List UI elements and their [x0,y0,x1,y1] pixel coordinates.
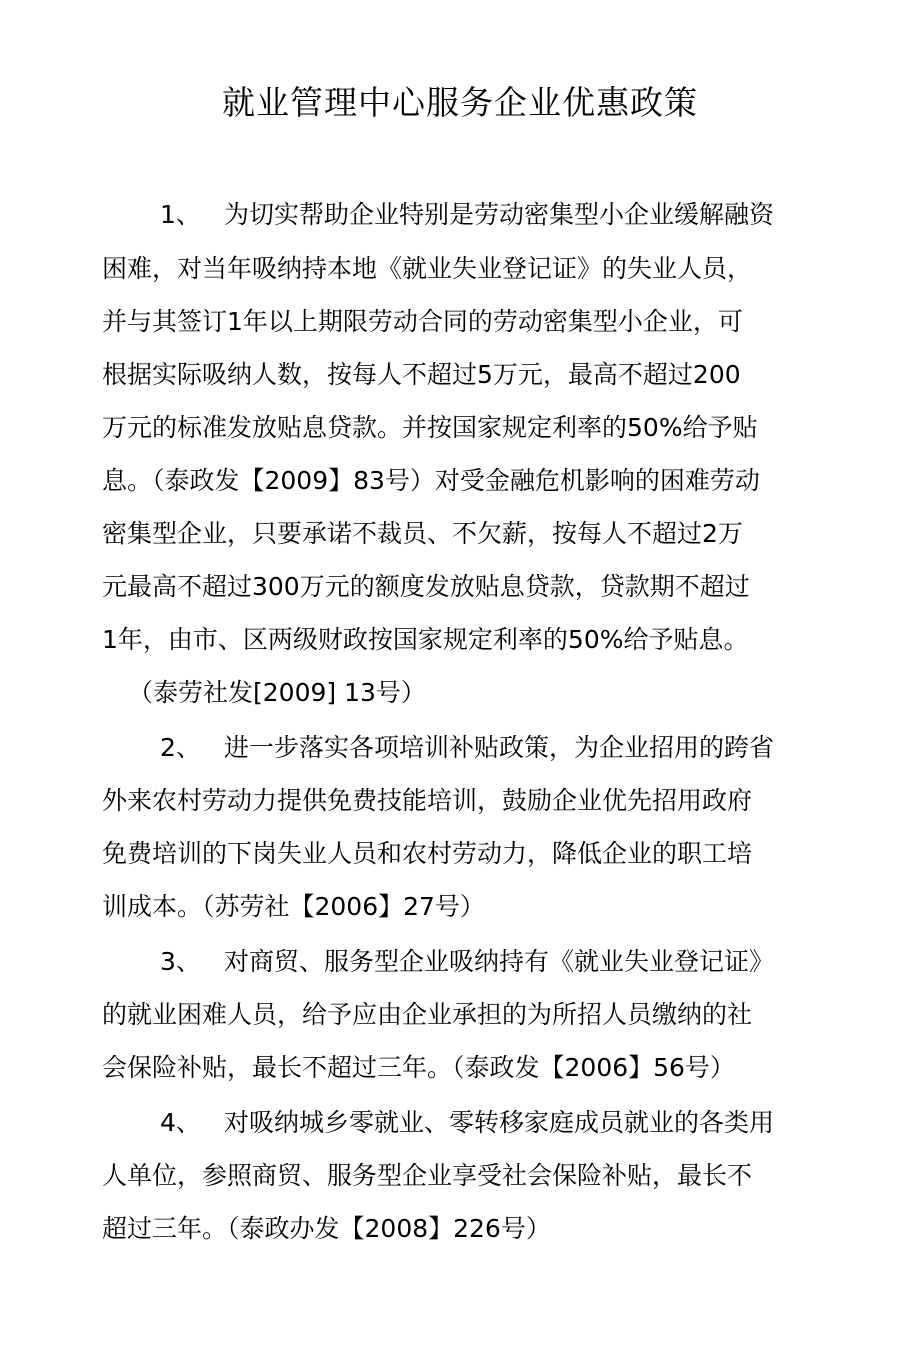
list-item-line: 免费培训的下岗失业人员和农村劳动力，降低企业的职工培 [102,839,753,868]
list-item-line: 外来农村劳动力提供免费技能培训，鼓励企业优先招用政府 [102,786,753,815]
item-number: 2、 [160,733,201,762]
item-number: 1、 [160,200,201,229]
list-item-line [160,1106,774,1140]
list-item-line: 训成本。（苏劳社【2006】27号） [102,892,485,921]
item-text: 为切实帮助企业特别是劳动密集型小企业缓解融资 [224,200,775,229]
item-text: 对吸纳城乡零就业、零转移家庭成员就业的各类用 [224,1108,775,1137]
item-number: 3、 [160,947,201,976]
list-item-line: 会保险补贴，最长不超过三年。（泰政发【2006】56号） [102,1053,735,1082]
list-item-line: 元最高不超过300万元的额度发放贴息贷款，贷款期不超过 [102,572,750,601]
item-number: 4、 [160,1108,201,1137]
list-item-line: 密集型企业，只要承诺不裁员、不欠薪，按每人不超过2万 [102,519,743,548]
list-item-line [160,731,774,765]
item-text: 进一步落实各项培训补贴政策，为企业招用的跨省 [224,733,775,762]
list-item-line: 1年，由市、区两级财政按国家规定利率的50%给予贴息。 [102,625,749,654]
list-item-line: 的就业困难人员，给予应由企业承担的为所招人员缴纳的社 [102,1000,753,1029]
list-item-line: 并与其签订1年以上期限劳动合同的劳动密集型小企业，可 [102,307,743,336]
list-item-line: 人单位，参照商贸、服务型企业享受社会保险补贴，最长不 [102,1161,753,1190]
list-item-line: 息。（泰政发【2009】83号）对受金融危机影响的困难劳动 [102,466,760,495]
list-item-line: 根据实际吸纳人数，按每人不超过5万元，最高不超过200 [102,360,741,389]
list-item-line: 超过三年。（泰政办发【2008】226号） [102,1214,551,1243]
list-item-line: 困难，对当年吸纳持本地《就业失业登记证》的失业人员， [102,254,753,283]
item-text: 对商贸、服务型企业吸纳持有《就业失业登记证》 [224,947,775,976]
list-item-line: （泰劳社发[2009] 13号） [128,678,426,707]
list-item-line: 万元的标准发放贴息贷款。并按国家规定利率的50%给予贴 [102,413,758,442]
list-item-line [160,198,774,232]
list-item-line [160,945,774,979]
page-title: 就业管理中心服务企业优惠政策 [222,83,698,122]
